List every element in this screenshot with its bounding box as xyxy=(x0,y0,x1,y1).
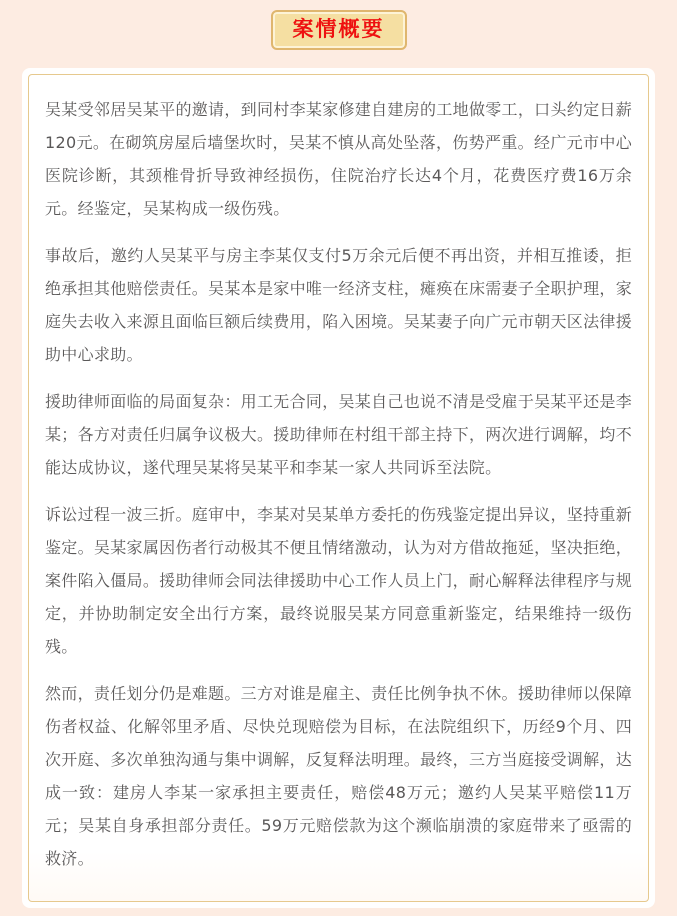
page-title: 案情概要 xyxy=(292,17,385,41)
case-paragraph-4: 诉讼过程一波三折。庭审中，李某对吴某单方委托的伤残鉴定提出异议，坚持重新鉴定。吴某家属因伤者行动极其不便且情绪激动，认为对方借故拖延，坚决拒绝，案件陷入僵局。援助律师会同法律援助中心工作人员上门，耐心解释法律程序与规定，并协助制定安全出行方案，最终说服吴某方同意重新鉴定，结果维持一级伤残。 xyxy=(45,505,632,657)
section-header xyxy=(0,0,677,50)
case-summary-card xyxy=(22,68,655,908)
case-paragraph-1: 吴某受邻居吴某平的邀请，到同村李某家修建自建房的工地做零工，口头约定日薪120元。在砌筑房屋后墙堡坎时，吴某不慎从高处坠落，伤势严重。经广元市中心医院诊断，其颈椎骨折导致神经损伤，住院治疗长达4个月，花费医疗费16万余元。经鉴定，吴某构成一级伤残。 xyxy=(45,100,632,219)
case-paragraph-3: 援助律师面临的局面复杂：用工无合同，吴某自己也说不清是受雇于吴某平还是李某；各方对责任归属争议极大。援助律师在村组干部主持下，两次进行调解，均不能达成协议，遂代理吴某将吴某平和李某一家人共同诉至法院。 xyxy=(45,392,632,478)
case-paragraph-5: 然而，责任划分仍是难题。三方对谁是雇主、责任比例争执不休。援助律师以保障伤者权益、化解邻里矛盾、尽快兑现赔偿为目标，在法院组织下，历经9个月、四次开庭、多次单独沟通与集中调解，反复释法明理。最终，三方当庭接受调解，达成一致：建房人李某一家承担主要责任，赔偿48万元；邀约人吴某平赔偿11万元；吴某自身承担部分责任。59万元赔偿款为这个濒临崩溃的家庭带来了亟需的救济。 xyxy=(45,684,632,869)
case-summary-card-inner xyxy=(28,74,649,902)
section-title-badge xyxy=(271,10,407,50)
case-paragraph-2: 事故后，邀约人吴某平与房主李某仅支付5万余元后便不再出资，并相互推诿，拒绝承担其他赔偿责任。吴某本是家中唯一经济支柱，瘫痪在床需妻子全职护理，家庭失去收入来源且面临巨额后续费用，陷入困境。吴某妻子向广元市朝天区法律援助中心求助。 xyxy=(45,246,632,365)
